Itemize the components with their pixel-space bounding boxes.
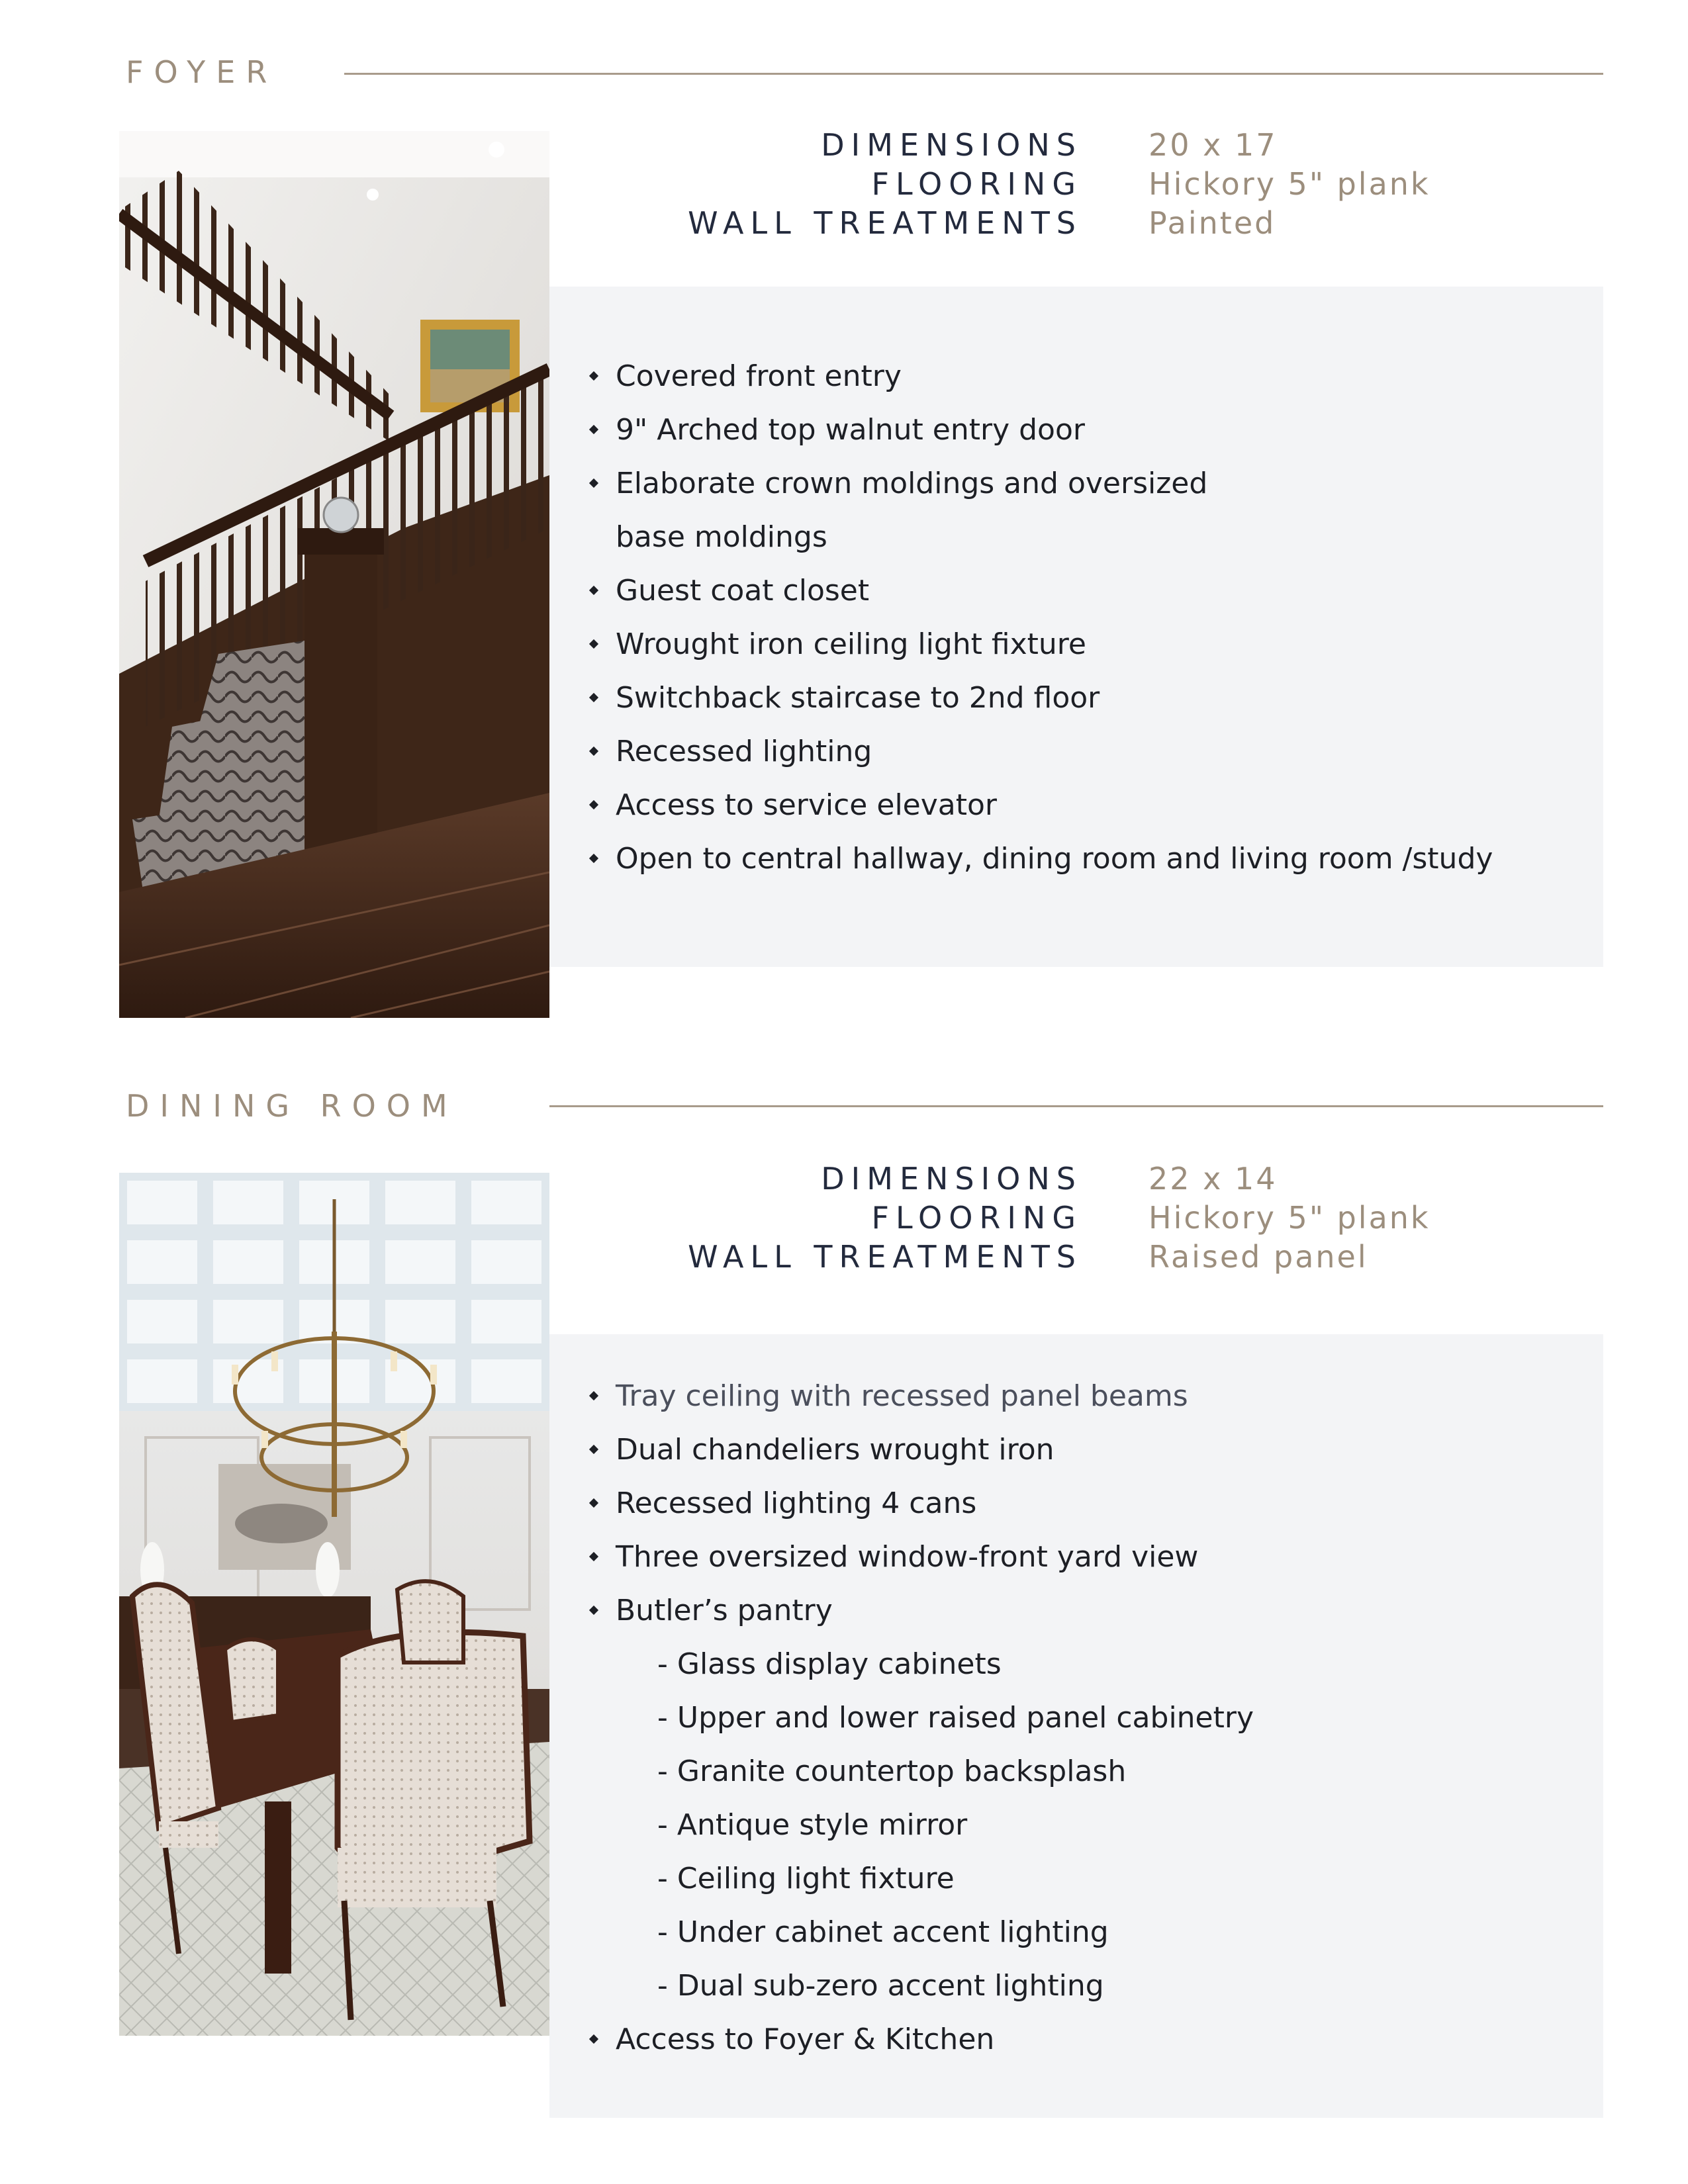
foyer-dimensions-value: 20 x 17 xyxy=(1149,127,1278,163)
dining-title-rule xyxy=(549,1105,1603,1107)
dining-section-title: DINING ROOM xyxy=(126,1088,458,1124)
foyer-flooring-value: Hickory 5" plank xyxy=(1149,166,1430,202)
foyer-spec-labels xyxy=(688,126,1082,243)
foyer-wall-treatments-value: Painted xyxy=(1149,205,1276,241)
dining-dimensions-value: 22 x 14 xyxy=(1149,1161,1278,1197)
dining-flooring-label: FLOORING xyxy=(871,1200,1082,1236)
dining-feature-item: Three oversized window-front yard view xyxy=(616,1540,1198,1574)
foyer-feature-item: Wrought iron ceiling light fixture xyxy=(616,627,1086,661)
dining-room-photo xyxy=(119,1173,549,2036)
dining-pantry-subitem: - Upper and lower raised panel cabinetry xyxy=(657,1701,1254,1735)
dining-feature-item: Recessed lighting 4 cans xyxy=(616,1486,976,1520)
dining-feature-item: Dual chandeliers wrought iron xyxy=(616,1433,1055,1467)
foyer-feature-item: Guest coat closet xyxy=(616,574,869,608)
foyer-dimensions-label: DIMENSIONS xyxy=(821,127,1082,163)
dining-feature-item: Tray ceiling with recessed panel beams xyxy=(616,1379,1188,1413)
dining-feature-item: Access to Foyer & Kitchen xyxy=(616,2023,994,2056)
foyer-title-rule xyxy=(344,73,1603,75)
dining-pantry-subitem: - Under cabinet accent lighting xyxy=(657,1915,1109,1949)
foyer-feature-item: Elaborate crown moldings and oversized xyxy=(616,467,1207,500)
foyer-spec-values xyxy=(1149,126,1430,243)
dining-flooring-value: Hickory 5" plank xyxy=(1149,1200,1430,1236)
foyer-feature-continuation: base moldings xyxy=(616,520,827,554)
dining-spec-values xyxy=(1149,1160,1430,1277)
foyer-feature-item: 9" Arched top walnut entry door xyxy=(616,413,1085,447)
dining-pantry-subitem: - Antique style mirror xyxy=(657,1808,968,1842)
foyer-section-title: FOYER xyxy=(126,54,278,90)
dining-pantry-subitem: - Granite countertop backsplash xyxy=(657,1754,1127,1788)
dining-feature-item: Butler’s pantry xyxy=(616,1594,833,1627)
dining-pantry-subitem: - Glass display cabinets xyxy=(657,1647,1002,1681)
dining-pantry-subitem: - Dual sub-zero accent lighting xyxy=(657,1969,1104,2003)
dining-wall-treatments-value: Raised panel xyxy=(1149,1239,1368,1275)
foyer-feature-item: Switchback staircase to 2nd floor xyxy=(616,681,1100,715)
foyer-feature-item: Open to central hallway, dining room and living room /study xyxy=(616,842,1493,876)
foyer-staircase-photo xyxy=(119,131,549,1018)
dining-spec-labels xyxy=(688,1160,1082,1277)
foyer-feature-item: Access to service elevator xyxy=(616,788,997,822)
foyer-feature-item: Covered front entry xyxy=(616,359,902,393)
dining-pantry-subitem: - Ceiling light fixture xyxy=(657,1862,955,1895)
foyer-feature-item: Recessed lighting xyxy=(616,735,872,768)
dining-wall-treatments-label: WALL TREATMENTS xyxy=(688,1239,1082,1275)
foyer-wall-treatments-label: WALL TREATMENTS xyxy=(688,205,1082,241)
foyer-flooring-label: FLOORING xyxy=(871,166,1082,202)
dining-dimensions-label: DIMENSIONS xyxy=(821,1161,1082,1197)
